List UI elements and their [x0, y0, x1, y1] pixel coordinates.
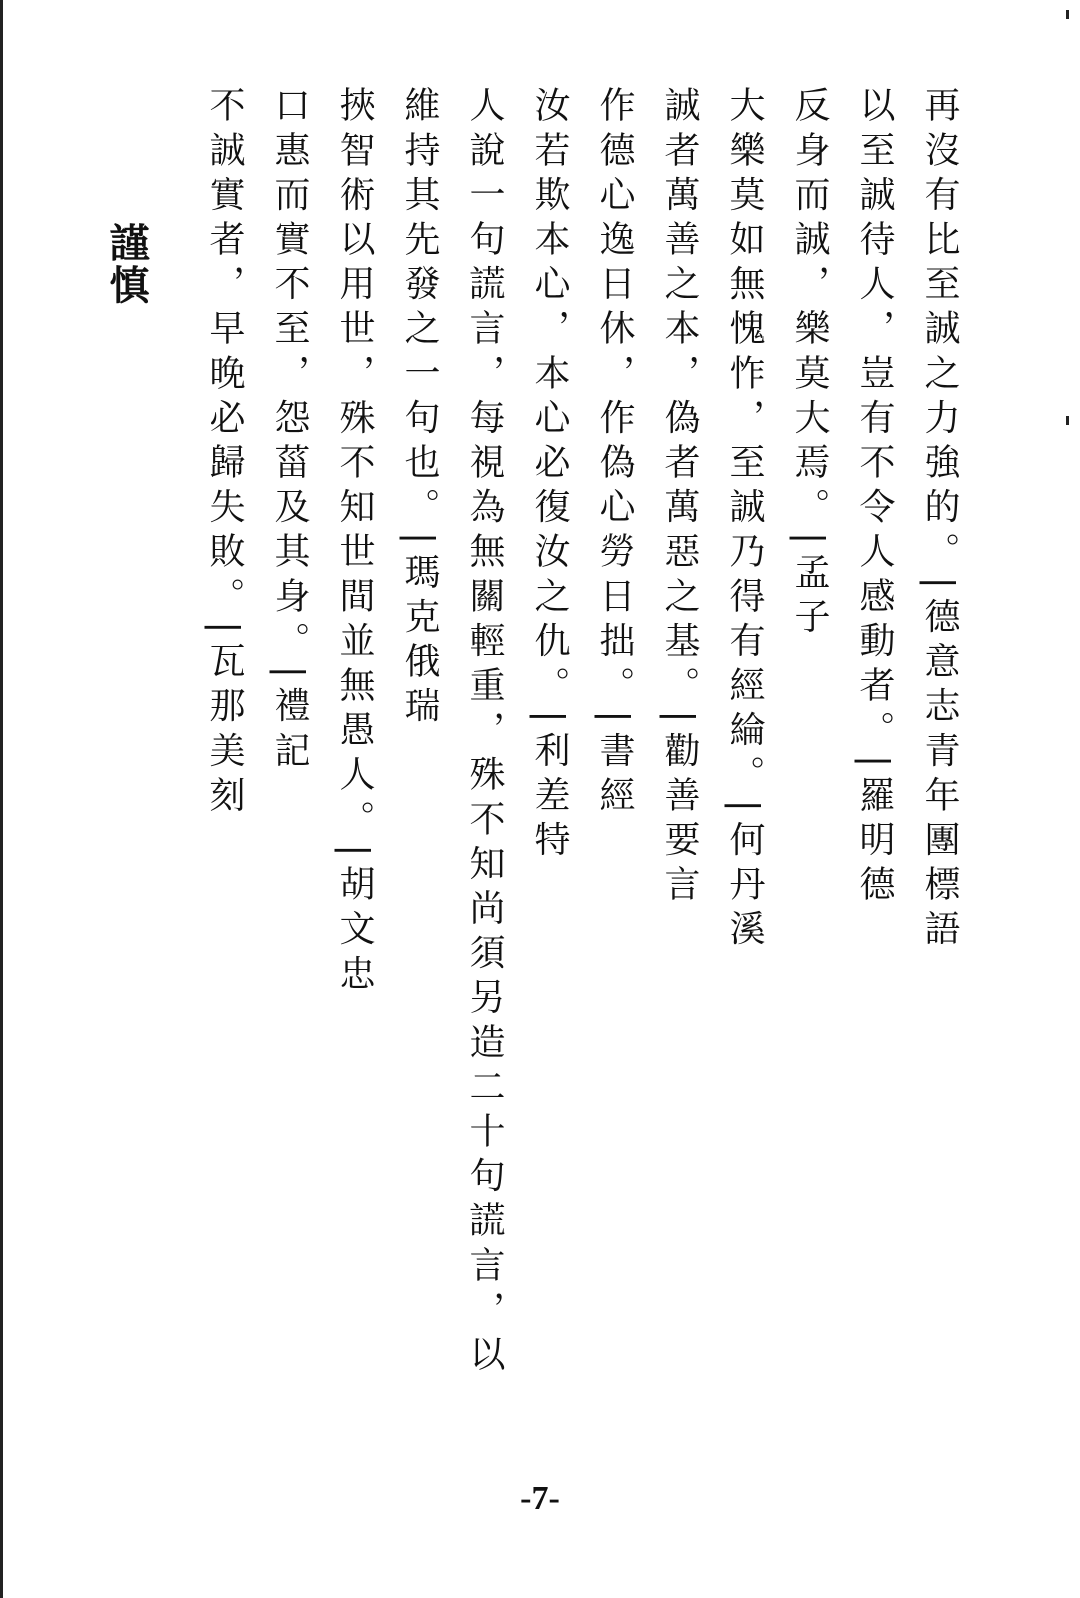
quote-column: 誠者萬善之本，偽者萬惡之基。|勸善要言 [659, 86, 700, 910]
quote-column: 汝若欺本心，本心必復汝之仇。|利差特 [529, 86, 570, 865]
quote-column: 維持其先發之一句也。|瑪克俄瑞 [399, 86, 440, 732]
section-heading: 謹慎 [103, 222, 149, 306]
quote-column: 再沒有比至誠之力強的。|德意志青年團標語 [919, 86, 960, 955]
quote-column: 大樂莫如無愧怍，至誠乃得有經綸。|何丹溪 [724, 86, 765, 955]
margin-mark-top [1066, 10, 1069, 19]
quote-columns [201, 86, 962, 1379]
quote-column: 口惠而實不至，怨菑及其身。|禮記 [269, 86, 310, 776]
margin-mark-middle [1066, 416, 1069, 425]
page-border-line [0, 0, 3, 1598]
quote-column: 不誠實者，早晚必歸失敗。|瓦那美刻 [204, 86, 245, 821]
quote-column: 作德心逸日休，作偽心勞日拙。|書經 [594, 86, 635, 821]
quote-column: 人說一句謊言，每視為無關輕重，殊不知尚須另造二十句謊言，以 [464, 86, 505, 1380]
quote-column: 以至誠待人，豈有不令人感動者。|羅明德 [854, 86, 895, 910]
page-number: -7- [520, 1480, 560, 1517]
quote-column: 反身而誠，樂莫大焉。|孟子 [789, 86, 830, 642]
quote-column: 挾智術以用世，殊不知世間並無愚人。|胡文忠 [334, 86, 375, 999]
